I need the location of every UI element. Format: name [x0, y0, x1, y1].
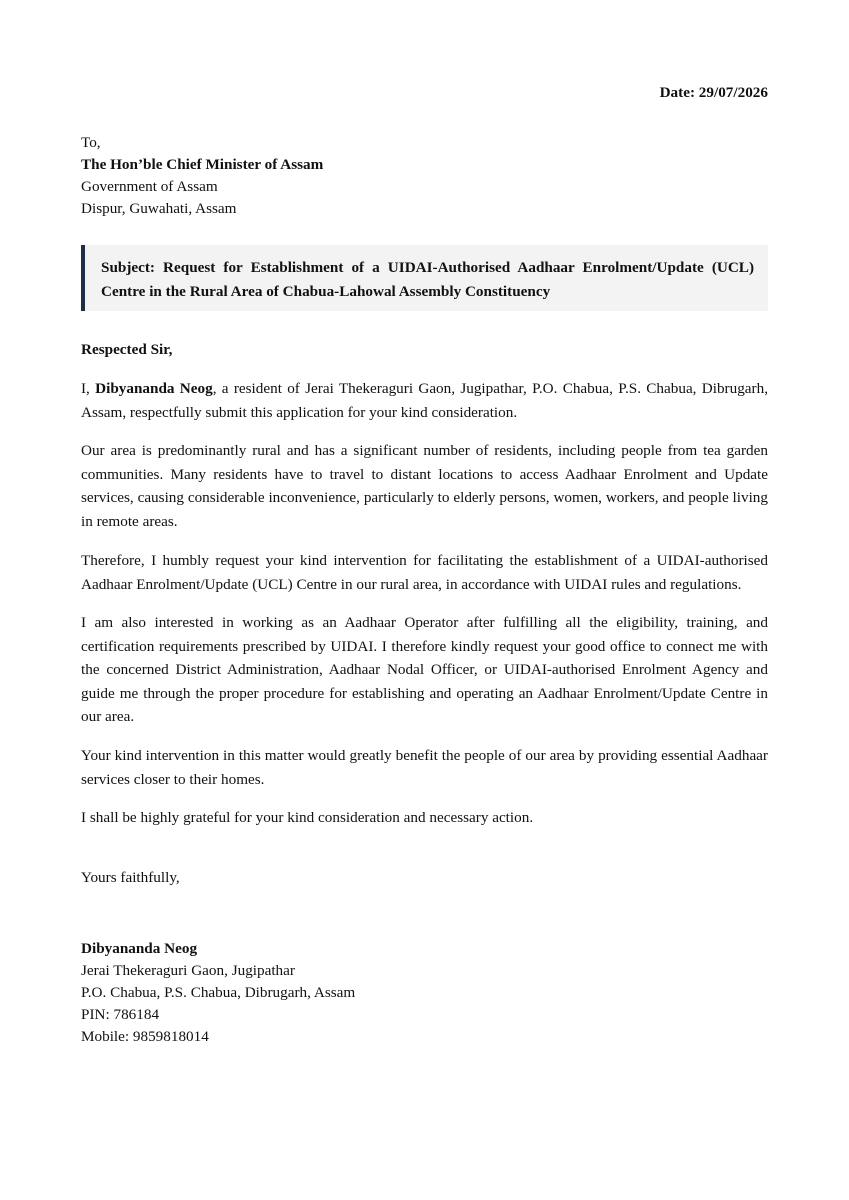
salutation: Respected Sir,: [81, 341, 173, 358]
paragraph-request: Therefore, I humbly request your kind intervention for facilitating the establishment of a UIDAI-authorised Aadhaar Enrolment/Update (UCL) Centre in our rural area, in accordance with UIDAI rules and regulations.: [81, 552, 768, 593]
letter-date: Date: 29/07/2026: [659, 84, 768, 101]
paragraph-intro-name: Dibyananda Neog: [95, 380, 213, 397]
recipient-location: Dispur, Guwahati, Assam: [81, 200, 237, 217]
paragraph-introduction: [81, 377, 768, 424]
recipient-office: Government of Assam: [81, 178, 218, 195]
paragraph-intro-prefix: I,: [81, 380, 96, 397]
sender-block: [81, 938, 355, 1048]
sender-name: Dibyananda Neog: [81, 940, 198, 957]
recipient-to: To,: [81, 134, 101, 151]
sender-address-line1: Jerai Thekeraguri Gaon, Jugipathar: [81, 962, 295, 979]
paragraph-benefit: Your kind intervention in this matter would greatly benefit the people of our area by providing essential Aadhaar services closer to their homes.: [81, 747, 768, 788]
sender-address-line2: P.O. Chabua, P.S. Chabua, Dibrugarh, Assam: [81, 984, 356, 1001]
paragraph-intro-rest: , a resident of Jerai Thekeraguri Gaon, Jugipathar, P.O. Chabua, P.S. Chabua, Dibrugarh, Assam, respectfully submit this application for your kind consideration.: [81, 380, 768, 421]
subject-box: [81, 245, 768, 311]
paragraph-operator-interest: I am also interested in working as an Aadhaar Operator after fulfilling all the eligibility, training, and certification requirements prescribed by UIDAI. I therefore kindly request your good office to connect me with the concerned District Administration, Aadhaar Nodal Officer, or UIDAI-authorised Enrolment Agency and guide me through the proper procedure for establishing and operating an Aadhaar Enrolment/Update Centre in our area.: [81, 614, 768, 725]
recipient-address: [81, 132, 323, 220]
sender-mobile: Mobile: 9859818014: [81, 1028, 209, 1045]
paragraph-background: Our area is predominantly rural and has a significant number of residents, including people from tea garden communities. Many residents have to travel to distant locations to access Aadhaar Enrolment and Update services, causing considerable inconvenience, particularly to elderly persons, women, workers, and people living in remote areas.: [81, 442, 768, 530]
recipient-title: The Hon’ble Chief Minister of Assam: [81, 156, 324, 173]
sender-pin: PIN: 786184: [81, 1006, 160, 1023]
closing: Yours faithfully,: [81, 869, 180, 886]
subject-text: Subject: Request for Establishment of a UIDAI-Authorised Aadhaar Enrolment/Update (UCL) Centre in the Rural Area of Chabua-Lahowal Assembly Constituency: [101, 259, 754, 300]
paragraph-gratitude: I shall be highly grateful for your kind consideration and necessary action.: [81, 809, 534, 826]
